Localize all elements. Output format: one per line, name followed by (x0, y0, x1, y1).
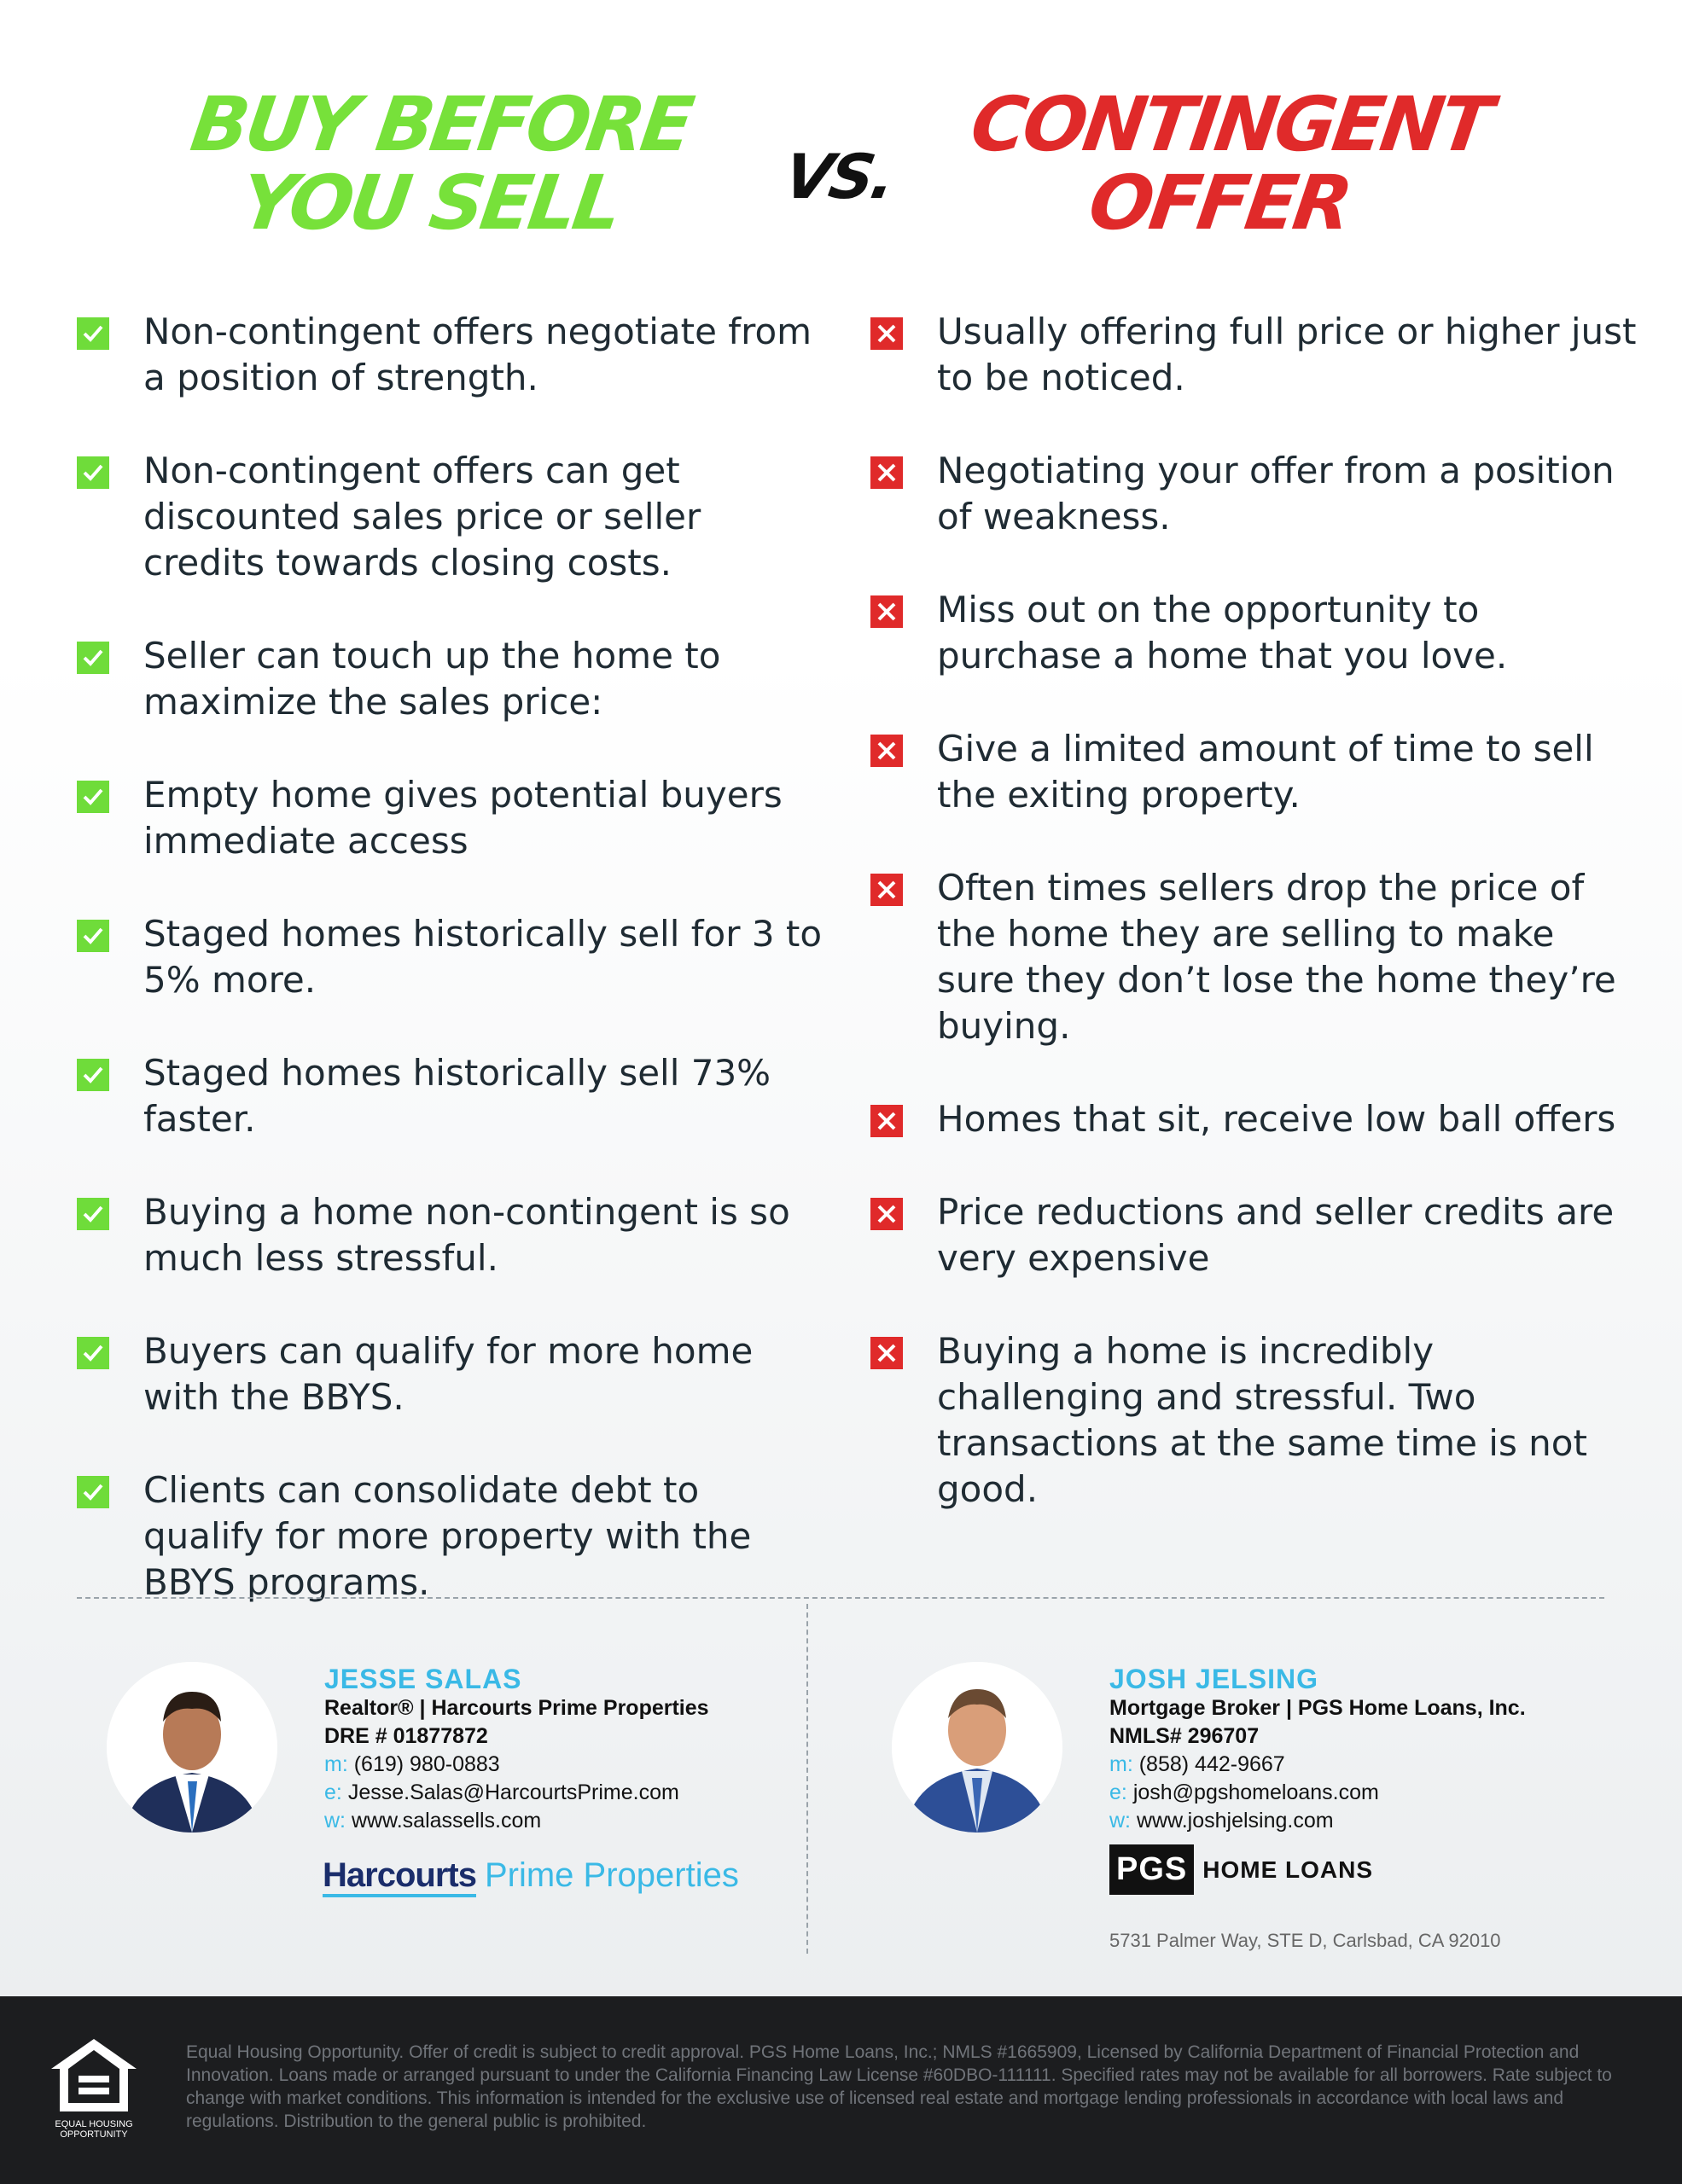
pro-text: Empty home gives potential buyers immediate access (143, 774, 783, 862)
pro-text: Non-contingent offers negotiate from a position of strength. (143, 311, 812, 398)
agent-license: NMLS# 296707 (1109, 1724, 1260, 1748)
pro-text: Seller can touch up the home to maximize the sales price: (143, 635, 721, 723)
agent-email-row (1109, 1779, 1526, 1807)
office-address: 5731 Palmer Way, STE D, Carlsbad, CA 92010 (1109, 1930, 1501, 1951)
agent-phone-row (1109, 1751, 1526, 1779)
agent-email-row (324, 1779, 709, 1807)
vertical-divider (806, 1604, 808, 1954)
email-label: e: (324, 1780, 342, 1804)
footer (0, 1996, 1682, 2184)
con-item (870, 865, 1638, 1049)
pro-item (77, 448, 828, 586)
pro-item (77, 1050, 828, 1142)
check-icon (77, 456, 109, 489)
eho-line1: EQUAL HOUSING (55, 2119, 133, 2129)
agent-title: Mortgage Broker | PGS Home Loans, Inc. (1109, 1696, 1526, 1720)
x-icon (870, 1105, 903, 1137)
con-text: Give a limited amount of time to sell the exiting property. (937, 728, 1594, 816)
con-item (870, 1096, 1638, 1142)
con-item (870, 726, 1638, 818)
pro-text: Staged homes historically sell for 3 to 5% more. (143, 913, 823, 1001)
harcourts-logo-main: Harcourts (323, 1856, 476, 1897)
con-text: Negotiating your offer from a position of weakness. (937, 450, 1615, 537)
website-label: w: (324, 1809, 346, 1833)
pgs-logo-box: PGS (1109, 1844, 1194, 1895)
eho-line2: OPPORTUNITY (60, 2129, 128, 2140)
jesse-salas-contact (324, 1664, 709, 1835)
title-line: BUY BEFORE (185, 80, 696, 168)
phone-label: m: (1109, 1752, 1133, 1776)
pro-item (77, 1328, 828, 1420)
pro-item (77, 772, 828, 864)
agent-name: JESSE SALAS (324, 1664, 522, 1694)
check-icon (77, 317, 109, 350)
con-item (870, 448, 1638, 540)
con-item (870, 1328, 1638, 1513)
agent-website[interactable]: www.joshjelsing.com (1136, 1809, 1334, 1833)
pro-item (77, 1467, 828, 1606)
con-item (870, 587, 1638, 679)
check-icon (77, 1337, 109, 1369)
legal-disclaimer: Equal Housing Opportunity. Offer of credit is subject to credit approval. PGS Home Loans, Inc.; NMLS #1665909, Licensed by California Department of Financial Protection and Innovation. Loans made or arranged pursuant to under the California Financing Law License #60DBO-111111. Specified rates may not be available for all borrowers. Rate subject to change with market conditions. This information is intended for the exclusive use of licensed real estate and mortgage lending professionals in accordance with local laws and regulations. Distribution to the general public is prohibited. (186, 2042, 1612, 2131)
pro-text: Staged homes historically sell 73% faster. (143, 1052, 771, 1140)
con-item (870, 309, 1638, 401)
check-icon (77, 1198, 109, 1230)
agent-title: Realtor® | Harcourts Prime Properties (324, 1696, 709, 1720)
check-icon (77, 920, 109, 952)
agent-website-row (324, 1807, 709, 1835)
josh-jelsing-contact (1109, 1664, 1526, 1835)
x-icon (870, 735, 903, 767)
con-text: Miss out on the opportunity to purchase a home that you love. (937, 589, 1508, 677)
pgs-home-loans-logo (1109, 1844, 1373, 1895)
website-label: w: (1109, 1809, 1131, 1833)
agent-email[interactable]: josh@pgshomeloans.com (1132, 1780, 1379, 1804)
con-text: Price reductions and seller credits are very expensive (937, 1191, 1615, 1279)
email-label: e: (1109, 1780, 1127, 1804)
check-icon (77, 1059, 109, 1091)
harcourts-logo-sub: Prime Properties (484, 1856, 739, 1894)
x-icon (870, 456, 903, 489)
title-line: CONTINGENT (965, 80, 1495, 168)
pro-item (77, 911, 828, 1003)
title-line: YOU SELL (235, 159, 625, 247)
con-text: Buying a home is incredibly challenging and stressful. Two transactions at the same time is not good. (937, 1330, 1587, 1510)
x-icon (870, 1198, 903, 1230)
agent-phone[interactable]: (858) 442-9667 (1138, 1752, 1285, 1776)
con-text: Homes that sit, receive low ball offers (937, 1098, 1616, 1140)
agent-phone[interactable]: (619) 980-0883 (353, 1752, 500, 1776)
check-icon (77, 1476, 109, 1508)
check-icon (77, 642, 109, 674)
horizontal-divider (77, 1597, 1604, 1599)
agent-license: DRE # 01877872 (324, 1724, 488, 1748)
pro-text: Buying a home non-contingent is so much less stressful. (143, 1191, 790, 1279)
con-text: Often times sellers drop the price of the home they are selling to make sure they don’t lose the home they’re buying. (937, 867, 1616, 1047)
buy-before-you-sell-title (143, 80, 728, 247)
pro-text: Buyers can qualify for more home with the BBYS. (143, 1330, 754, 1418)
title-line: OFFER (1083, 159, 1355, 247)
pro-item (77, 1189, 828, 1281)
pro-text: Clients can consolidate debt to qualify for more property with the BBYS programs. (143, 1469, 752, 1603)
harcourts-logo (323, 1856, 739, 1895)
check-icon (77, 781, 109, 813)
agent-name: JOSH JELSING (1109, 1664, 1318, 1694)
cons-list (870, 309, 1638, 1513)
pro-item (77, 309, 828, 401)
pro-item (77, 633, 828, 725)
x-icon (870, 1337, 903, 1369)
pros-list (77, 309, 828, 1606)
x-icon (870, 595, 903, 628)
agent-website[interactable]: www.salassells.com (351, 1809, 542, 1833)
con-item (870, 1189, 1638, 1281)
pgs-logo-text: HOME LOANS (1202, 1856, 1374, 1883)
agent-website-row (1109, 1807, 1526, 1835)
jesse-salas-avatar (107, 1662, 277, 1833)
josh-jelsing-avatar (892, 1662, 1062, 1833)
agent-email[interactable]: Jesse.Salas@HarcourtsPrime.com (347, 1780, 679, 1804)
equal-housing-logo (43, 2035, 145, 2140)
vs-label: VS. (778, 141, 899, 212)
agent-phone-row (324, 1751, 709, 1779)
con-text: Usually offering full price or higher just to be noticed. (937, 311, 1637, 398)
pro-text: Non-contingent offers can get discounted sales price or seller credits towards closing costs. (143, 450, 701, 584)
x-icon (870, 317, 903, 350)
contingent-offer-title (932, 80, 1517, 247)
x-icon (870, 874, 903, 906)
phone-label: m: (324, 1752, 348, 1776)
house-icon (43, 2035, 145, 2116)
